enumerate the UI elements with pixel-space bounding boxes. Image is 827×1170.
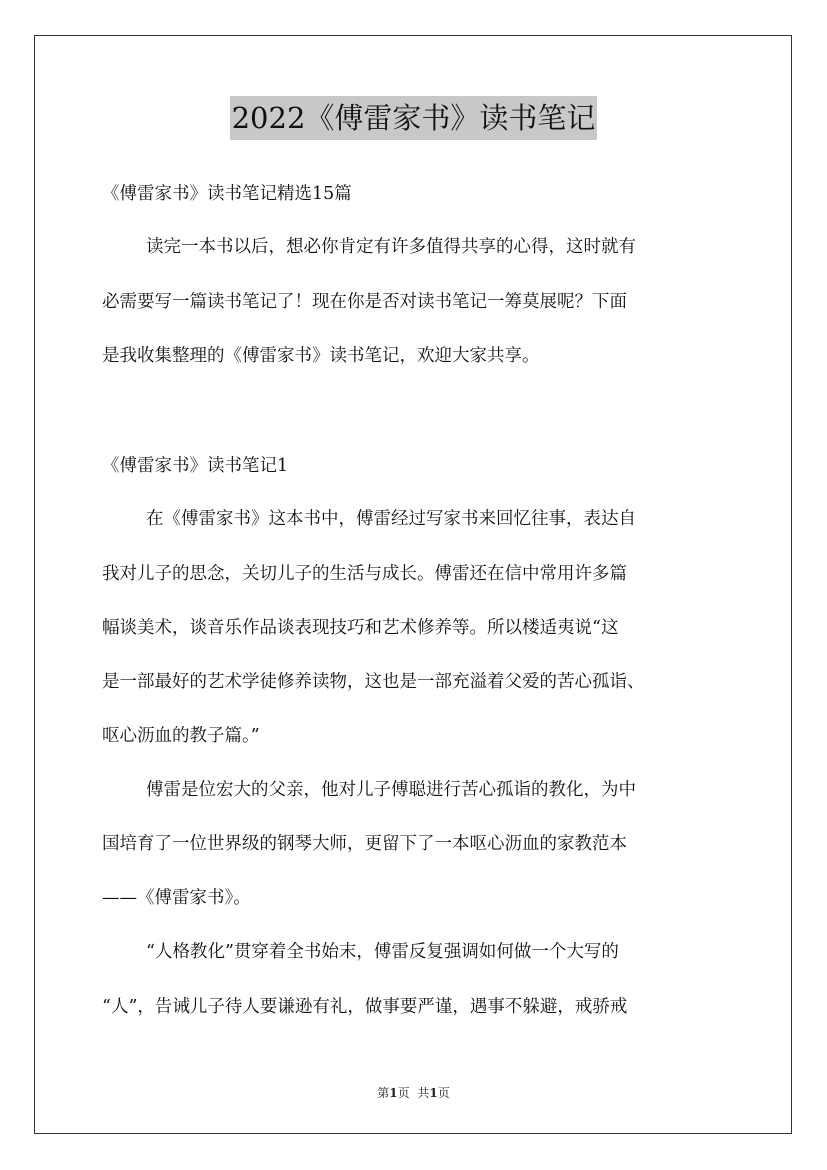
paragraph1-line-3: 幅谈美术，谈音乐作品谈表现技巧和艺术修养等。所以楼适夷说“这 — [102, 618, 619, 638]
document-title: 2022《傅雷家书》读书笔记 — [230, 96, 598, 140]
document-subtitle: 《傅雷家书》读书笔记精选15篇 — [102, 184, 352, 204]
paragraph3-line-1: “人格教化”贯穿着全书始末，傅雷反复强调如何做一个大写的 — [146, 942, 619, 962]
total-suffix: 页 — [437, 1086, 450, 1100]
page-suffix: 页 — [397, 1086, 410, 1100]
section-heading: 《傅雷家书》读书笔记1 — [102, 456, 289, 476]
paragraph1-line-5: 呕心沥血的教子篇。” — [102, 726, 260, 746]
paragraph1-line-4: 是一部最好的艺术学徒修养读物，这也是一部充溢着父爱的苦心孤诣、 — [102, 672, 645, 692]
paragraph2-line-3: ——《傅雷家书》。 — [102, 888, 251, 908]
total-prefix: 共 — [417, 1086, 430, 1100]
total-number: 1 — [429, 1086, 438, 1100]
paragraph2-line-2: 国培育了一位世界级的钢琴大师，更留下了一本呕心沥血的家教范本 — [102, 834, 627, 854]
paragraph3-line-2: “人”，告诫儿子待人要谦逊有礼，做事要严谨，遇事不躲避，戒骄戒 — [102, 997, 628, 1017]
title-container — [0, 96, 827, 140]
page-number: 1 — [389, 1086, 398, 1100]
paragraph2-line-1: 傅雷是位宏大的父亲，他对儿子傅聪进行苦心孤诣的教化，为中 — [146, 780, 636, 800]
paragraph1-line-2: 我对儿子的思念，关切儿子的生活与成长。傅雷还在信中常用许多篇 — [102, 564, 627, 584]
intro-line-2: 必需要写一篇读书笔记了！现在你是否对读书笔记一筹莫展呢？下面 — [102, 292, 627, 312]
page-footer — [0, 1084, 827, 1101]
page-prefix: 第 — [377, 1086, 390, 1100]
intro-line-3: 是我收集整理的《傅雷家书》读书笔记，欢迎大家共享。 — [102, 346, 540, 366]
paragraph1-line-1: 在《傅雷家书》这本书中，傅雷经过写家书来回忆往事，表达自 — [146, 509, 636, 529]
intro-line-1: 读完一本书以后，想必你肯定有许多值得共享的心得，这时就有 — [146, 237, 636, 257]
